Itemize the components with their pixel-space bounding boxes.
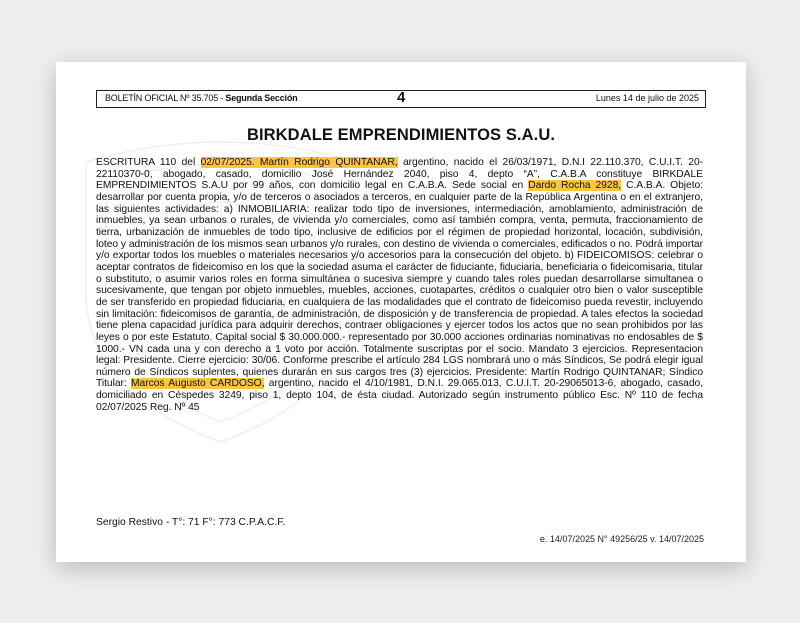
notice-body: ESCRITURA 110 del 02/07/2025. Martín Rodrigo QUINTANAR, argentino, nacido el 26/03/1971, D.N.I 22.110.370, C.U.I.T. 20-22110370-0, abogado, casado, domicilio José Hernández 2040, piso 4, depto “A”, C.A.B.A constituye BIRKDALE EMPRENDIMIENTOS S.A.U por 99 años, con domicilio legal en C.A.B.A. Sede social en Dardo Rocha 2928, C.A.B.A. Objeto: desarrollar por cuenta propia, y/o de terceros o asociados a terceros, en cualquier parte de la República Argentina o en el extranjero, las siguientes actividades: a) INMOBILIARIA: realizar todo tipo de inversiones, intermediación, amoblamiento, administración de inmuebles, ya sean urbanos o rurales, de vivienda y/o comerciales, como así también compra, venta, permuta, fraccionamiento de tierra, urbanización de inmuebles de todo tipo, inclusive de edificios por el régimen de propiedad horizontal, locación, subdivisión, loteo y administración de los mismos sean urbanos y/o rurales, con destino de vivienda o comerciales, edificados o no. Podrá importar y/o exportar todos los muebles o materiales necesarios y/o accesorios para la consecución del objeto. b) FIDEICOMISOS: celebrar o aceptar contratos de fideicomiso en los que la sociedad asuma el carácter de fiduciante, fiduciaria, beneficiaria o fideicomisaria, titular o substituto, o asumir varios roles en forma simultánea o sucesiva siempre y cuando tales roles puedan desarrollarse simultanea o sucesivamente, que tengan por objeto inmuebles, muebles, acciones, cuotapartes, créditos o cualquier otro bien o valor susceptible de ser transferido en propiedad fiduciaria, en cualquiera de las modalidades que el contrato de fideicomiso pueda revestir, incluyendo sin limitación: fideicomisos de garantía, de administración, de disposición y de transferencia de propiedad. A tales efectos la sociedad tiene plena capacidad jurídica para adquirir derechos, contraer obligaciones y ejercer todos los actos que no sean prohibidos por las leyes o por este Estatuto. Capital social $ 30.000.000.- representado por 30.000 acciones ordinarias nominativas no endosables de $ 1000.- VN cada una y con derecho a 1 voto por acción. Totalmente suscriptas por el socio. Mandato 3 ejercicios. Representacion legal: Presidente. Cierre ejercicio: 30/06. Conforme prescribe el artículo 284 LGS nombrará uno o más Síndicos, Se podrá elegir igual número de Síndicos suplentes, quienes durarán en sus cargos tres (3) ejercicios. Presidente: Martín Rodrigo QUINTANAR; Síndico Titular: Marcos Augusto CARDOSO, argentino, nacido el 4/10/1981, D.N.I. 29.065.013, C.U.I.T. 20-29065013-6, abogado, casado, domiciliado en Céspedes 3249, piso 1, depto 104, de ésta ciudad. Autorizado según instrumento público Esc. Nº 110 de fecha 02/07/2025 Reg. Nº 45: [96, 157, 704, 413]
highlight-date-name: 02/07/2025. Martín Rodrigo QUINTANAR,: [200, 157, 398, 168]
document-page: [56, 62, 746, 562]
company-title: BIRKDALE EMPRENDIMIENTOS S.A.U.: [246, 126, 556, 144]
highlight-address: Dardo Rocha 2928,: [528, 180, 622, 192]
publication-footer: e. 14/07/2025 N° 49256/25 v. 14/07/2025: [539, 534, 704, 544]
gazette-issue: BOLETÍN OFICIAL Nº 35.705 - Segunda Sección: [105, 93, 298, 103]
section-name: Segunda Sección: [225, 93, 298, 103]
gazette-header: [96, 90, 706, 108]
highlight-sindico-name: Marcos Augusto CARDOSO,: [131, 378, 265, 390]
signature-line: Sergio Restivo - T°: 71 F°: 773 C.P.A.C.F.: [96, 517, 286, 528]
issue-date: Lunes 14 de julio de 2025: [595, 93, 699, 103]
page-number: 4: [397, 89, 406, 106]
